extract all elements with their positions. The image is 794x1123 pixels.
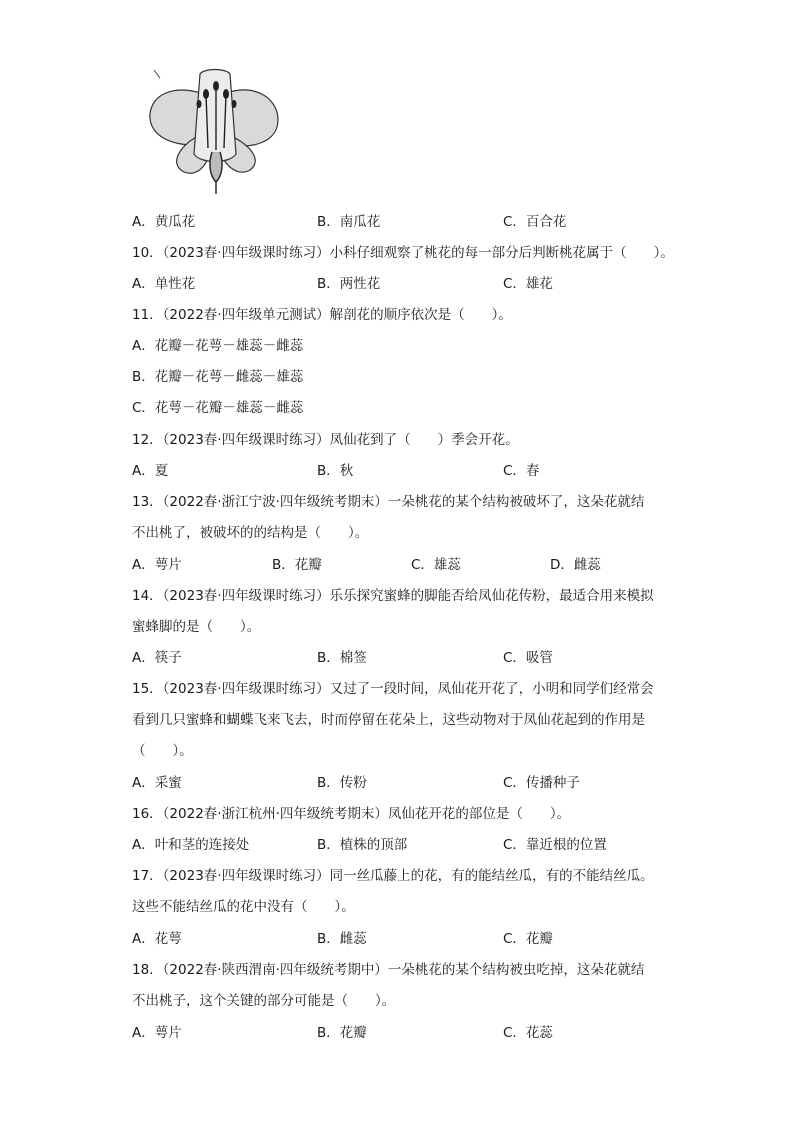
q16-option-c: C．靠近根的位置 [503,837,607,853]
q15-stem-line-3: （ ）。 [132,743,193,759]
q14-option-a: A．筷子 [132,650,182,666]
q15-option-b: B．传粉 [317,775,367,791]
q13-stem-line-1: 13．（2022春·浙江宁波·四年级统考期末）一朵桃花的某个结构被破坏了，这朵花就结 [132,494,645,510]
q11-option-a: A．花瓣－花萼－雄蕊－雌蕊 [132,338,304,354]
q12-option-a: A．夏 [132,463,169,479]
q14-option-b: B．棉签 [317,650,367,666]
q9-option-a: A．黄瓜花 [132,214,196,230]
q9-option-b: B．南瓜花 [317,214,381,230]
q10-stem: 10．（2023春·四年级课时练习）小科仔细观察了桃花的每一部分后判断桃花属于（ ）。 [132,245,674,261]
q13-stem-line-2: 不出桃了，被破坏的的结构是（ ）。 [132,525,369,541]
q9-option-c: C．百合花 [503,214,567,230]
q12-stem: 12．（2023春·四年级课时练习）凤仙花到了（ ）季会开花。 [132,432,519,448]
q18-option-c: C．花蕊 [503,1025,553,1041]
q15-stem-line-1: 15．（2023春·四年级课时练习）又过了一段时间，凤仙花开花了，小明和同学们经常会 [132,681,654,697]
q11-option-c: C．花萼－花瓣－雄蕊－雌蕊 [132,400,304,416]
q15-option-a: A．采蜜 [132,775,182,791]
q18-option-a: A．萼片 [132,1025,182,1041]
q14-option-c: C．吸管 [503,650,553,666]
q10-option-b: B．两性花 [317,276,381,292]
q10-option-a: A．单性花 [132,276,196,292]
q14-stem-line-2: 蜜蜂脚的是（ ）。 [132,619,261,635]
q17-option-a: A．花萼 [132,931,182,947]
q10-option-c: C．雄花 [503,276,553,292]
q11-option-b: B．花瓣－花萼－雌蕊－雄蕊 [132,369,304,385]
q16-stem: 16．（2022春·浙江杭州·四年级统考期末）凤仙花开花的部位是（ ）。 [132,806,571,822]
q16-option-a: A．叶和茎的连接处 [132,837,250,853]
q17-option-c: C．花瓣 [503,931,553,947]
flower-illustration [144,64,284,198]
q14-stem-line-1: 14．（2023春·四年级课时练习）乐乐探究蜜蜂的脚能否给凤仙花传粉，最适合用来模拟 [132,588,654,604]
q13-option-b: B．花瓣 [272,557,322,573]
q13-option-d: D．雌蕊 [550,557,601,573]
q18-stem-line-1: 18．（2022春·陕西渭南·四年级统考期中）一朵桃花的某个结构被虫吃掉，这朵花就结 [132,962,645,978]
q17-stem-line-2: 这些不能结丝瓜的花中没有（ ）。 [132,899,355,915]
q16-option-b: B．植株的顶部 [317,837,408,853]
q15-option-c: C．传播种子 [503,775,580,791]
q13-option-c: C．雄蕊 [411,557,461,573]
q13-option-a: A．萼片 [132,557,182,573]
q18-stem-line-2: 不出桃子，这个关键的部分可能是（ ）。 [132,993,396,1009]
q17-stem-line-1: 17．（2023春·四年级课时练习）同一丝瓜藤上的花，有的能结丝瓜，有的不能结丝瓜。 [132,868,654,884]
q18-option-b: B．花瓣 [317,1025,367,1041]
q12-option-c: C．春 [503,463,540,479]
q12-option-b: B．秋 [317,463,354,479]
q11-stem: 11．（2022春·四年级单元测试）解剖花的顺序依次是（ ）。 [132,307,512,323]
q17-option-b: B．雌蕊 [317,931,367,947]
q15-stem-line-2: 看到几只蜜蜂和蝴蝶飞来飞去，时而停留在花朵上，这些动物对于凤仙花起到的作用是 [132,712,645,728]
